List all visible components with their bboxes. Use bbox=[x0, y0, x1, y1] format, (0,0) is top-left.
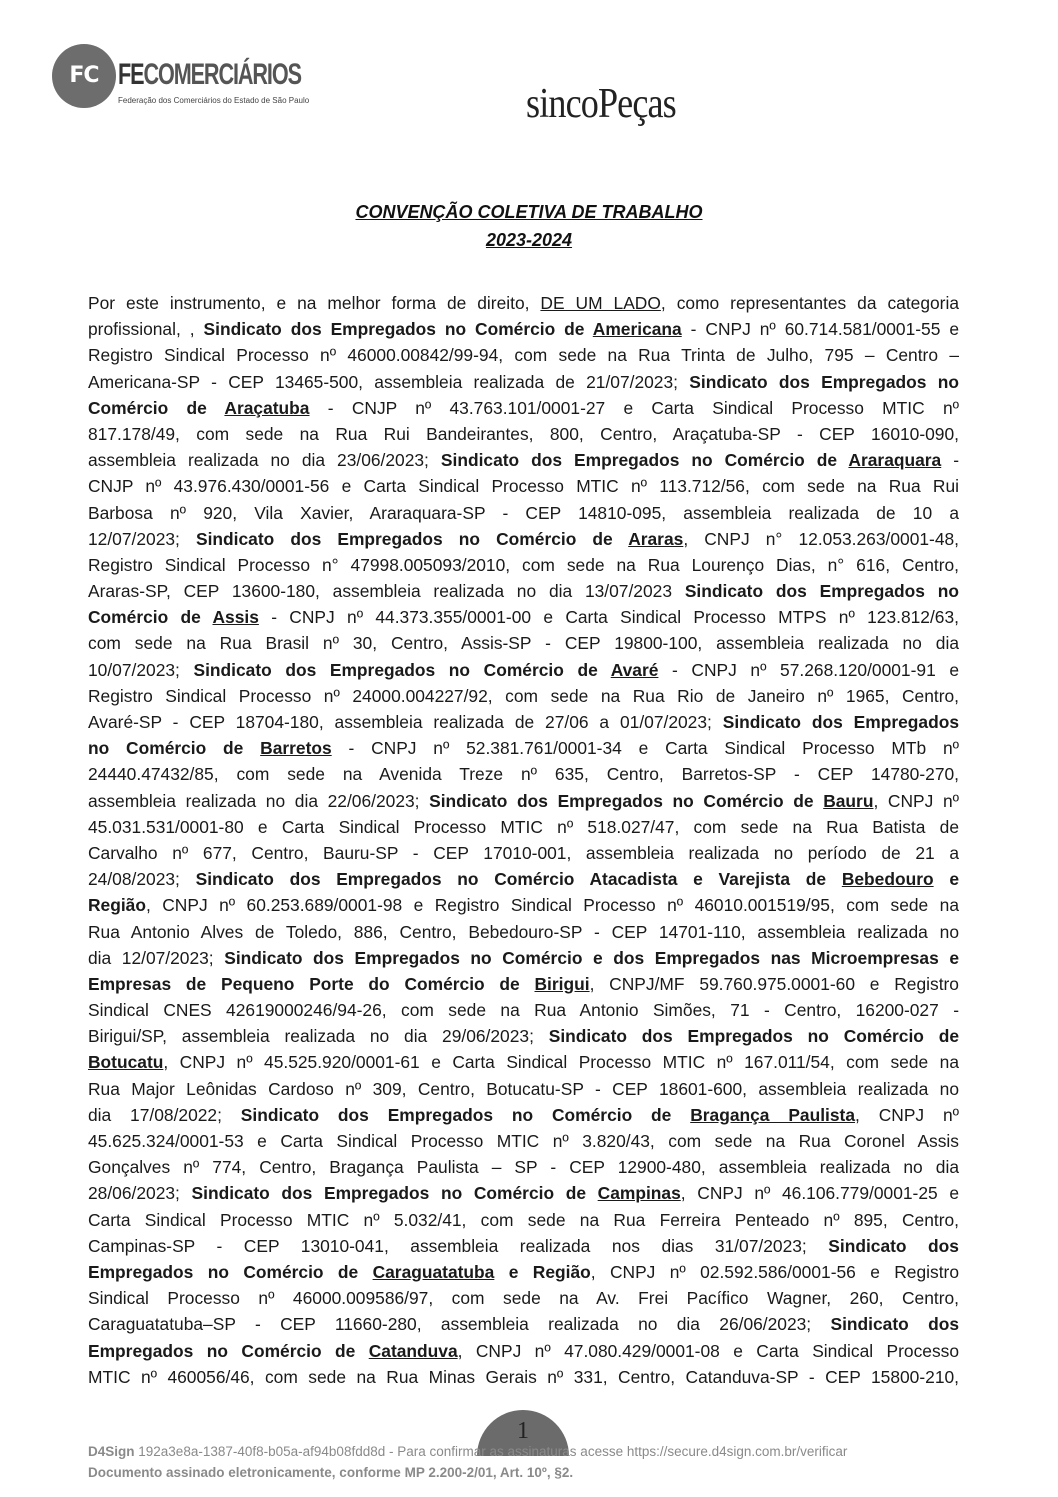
body-line bbox=[88, 421, 959, 447]
body-line bbox=[88, 866, 959, 892]
body-line bbox=[88, 971, 959, 997]
text-run: Araras bbox=[628, 528, 684, 549]
text-run: , CNPJ nº 46.106.779/0001-25 e bbox=[680, 1183, 959, 1204]
text-run: Sindicato dos Empregados no bbox=[689, 371, 959, 392]
text-run: com sede na Rua Brasil nº 30, Centro, Assis-SP - CEP 19800-100, assembleia realizada no dia bbox=[88, 633, 959, 654]
text-run: Sindicato dos Empregados no Comércio de bbox=[548, 1026, 959, 1047]
body-line bbox=[88, 735, 959, 761]
d4sign-verification-text: 192a3e8a-1387-40f8-b05a-af94b08fdd8d - Para confirmar as assinaturas acesse https://secure.d4sign.com.br/verificar bbox=[134, 1444, 848, 1459]
text-run: Carta Sindical Processo MTIC nº 5.032/41, com sede na Rua Ferreira Penteado nº 895, Centro, bbox=[88, 1209, 959, 1230]
text-run: 28/06/2023; bbox=[88, 1183, 192, 1204]
body-line bbox=[88, 997, 959, 1023]
text-run: Gonçalves nº 774, Centro, Bragança Paulista – SP - CEP 12900-480, assembleia realizada no dia bbox=[88, 1157, 959, 1178]
document-title: CONVENÇÃO COLETIVA DE TRABALHO bbox=[355, 202, 703, 222]
text-run: , CNPJ n° 12.053.263/0001-48, bbox=[683, 528, 959, 549]
text-run: Região bbox=[88, 895, 146, 916]
text-run: , CNPJ nº bbox=[873, 790, 959, 811]
body-line bbox=[88, 1338, 959, 1364]
text-run: Catanduva bbox=[368, 1340, 458, 1361]
text-run: Sindicato dos Empregados no Comércio e dos Empregados nas Microempresas e bbox=[224, 947, 959, 968]
electronic-signature-note: Documento assinado eletronicamente, conforme MP 2.200-2/01, Art. 10º, §2. bbox=[88, 1465, 574, 1480]
body-line bbox=[88, 1233, 959, 1259]
text-run: Sindical Processo nº 46000.009586/97, com sede na Av. Frei Pacífico Wagner, 260, Centro, bbox=[88, 1288, 959, 1309]
text-run: Comércio de bbox=[88, 397, 225, 418]
body-line bbox=[88, 1364, 959, 1390]
fecomerciarios-wordmark: FECOMERCIÁRIOS bbox=[118, 58, 301, 91]
body-line bbox=[88, 683, 959, 709]
fc-emblem-text: FC bbox=[69, 63, 99, 88]
text-run: 817.178/49, com sede na Rua Rui Bandeirantes, 800, Centro, Araçatuba-SP - CEP 16010-090, bbox=[88, 423, 959, 444]
body-line bbox=[88, 1207, 959, 1233]
text-run: Sindicato dos Empregados no Comércio de bbox=[203, 319, 593, 340]
page-number: 1 bbox=[517, 1418, 529, 1444]
sincopecas-logo bbox=[526, 78, 706, 130]
body-line bbox=[88, 552, 959, 578]
text-run: Araraquara bbox=[848, 450, 942, 471]
text-run: Registro Sindical Processo nº 46000.00842/99-94, com sede na Rua Trinta de Julho, 795 – Centro – bbox=[88, 345, 959, 366]
text-run: Campinas-SP - CEP 13010-041, assembleia realizada nos dias 31/07/2023; bbox=[88, 1235, 829, 1256]
text-run: - CNPJ nº 52.381.761/0001-34 e Carta Sindical Processo MTb nº bbox=[331, 738, 959, 759]
body-line bbox=[88, 892, 959, 918]
text-run: no Comércio de bbox=[88, 738, 261, 759]
text-run: 45.031.531/0001-80 e Carta Sindical Processo MTIC nº 518.027/47, com sede na Rua Batista de bbox=[88, 816, 959, 837]
text-run: Carvalho nº 677, Centro, Bauru-SP - CEP 17010-001, assembleia realizada no período de 21 a bbox=[88, 842, 959, 863]
text-run: 12/07/2023; bbox=[88, 528, 196, 549]
text-run: Rua Antonio Alves de Toledo, 886, Centro, Bebedouro-SP - CEP 14701-110, assembleia realizada no bbox=[88, 921, 959, 942]
text-run: Sindicato dos Empregados no Comércio de bbox=[191, 1183, 598, 1204]
text-run: Barretos bbox=[260, 738, 332, 759]
fecomerciarios-subtitle: Federação dos Comerciários do Estado de São Paulo bbox=[118, 96, 310, 105]
text-run: 24/08/2023; bbox=[88, 869, 196, 890]
body-line bbox=[88, 369, 959, 395]
text-run: Sindicato dos Empregados bbox=[722, 712, 959, 732]
body-line bbox=[88, 945, 959, 971]
text-run: Empresas de Pequeno Porte do Comércio de bbox=[88, 973, 535, 994]
body-line bbox=[88, 473, 959, 499]
text-run: , CNPJ nº 47.080.429/0001-08 e Carta Sindical Processo bbox=[457, 1340, 959, 1361]
text-run: Americana-SP - CEP 13465-500, assembleia realizada de 21/07/2023; bbox=[88, 371, 690, 392]
body-line bbox=[88, 526, 959, 552]
body-line bbox=[88, 1259, 959, 1285]
text-run: Por este instrumento, e na melhor forma de direito, bbox=[88, 293, 541, 313]
body-line bbox=[88, 447, 959, 473]
text-run: Caraguatatuba bbox=[372, 1261, 495, 1282]
text-run: e Região bbox=[494, 1261, 591, 1282]
body-line bbox=[88, 709, 959, 735]
text-run: Birigui/SP, assembleia realizada no dia 29/06/2023; bbox=[88, 1026, 549, 1047]
text-run: Empregados no Comércio de bbox=[88, 1261, 373, 1282]
body-line bbox=[88, 630, 959, 656]
text-run: 10/07/2023; bbox=[88, 659, 194, 680]
body-line bbox=[88, 290, 959, 316]
text-run: Sindical CNES 42619000246/94-26, com sede na Rua Antonio Simões, 71 - Centro, 16200-027 - bbox=[88, 1000, 959, 1021]
text-run: Araçatuba bbox=[224, 397, 310, 418]
text-run: Avaré-SP - CEP 18704-180, assembleia realizada de 27/06 a 01/07/2023; bbox=[88, 712, 723, 732]
d4sign-label: D4Sign bbox=[88, 1444, 135, 1459]
text-run: Sindicato dos bbox=[828, 1235, 959, 1256]
text-run: dia 17/08/2022; bbox=[88, 1104, 241, 1125]
document-period: 2023-2024 bbox=[485, 230, 573, 250]
text-run: assembleia realizada no dia 22/06/2023; bbox=[88, 790, 430, 811]
text-run: profissional, , bbox=[88, 319, 204, 340]
text-run: , como representantes da categoria bbox=[660, 293, 959, 313]
body-line bbox=[88, 1023, 959, 1049]
body-line bbox=[88, 1180, 959, 1206]
text-run: Sindicato dos Empregados no Comércio Atacadista e Varejista de bbox=[195, 869, 842, 890]
text-run: , CNPJ nº 60.253.689/0001-98 e Registro Sindical Processo nº 46010.001519/95, com sede na bbox=[145, 895, 959, 916]
text-run: , CNPJ nº 02.592.586/0001-56 e Registro bbox=[590, 1261, 959, 1282]
body-line bbox=[88, 1285, 959, 1311]
text-run: Araras-SP, CEP 13600-180, assembleia realizada no dia 13/07/2023 bbox=[88, 581, 685, 602]
text-run: 45.625.324/0001-53 e Carta Sindical Processo MTIC nº 3.820/43, com sede na Rua Coronel Assis bbox=[88, 1131, 959, 1151]
text-run: Bauru bbox=[823, 790, 874, 811]
text-run: Assis bbox=[212, 607, 259, 628]
body-line bbox=[88, 1102, 959, 1128]
text-run: Sindicato dos Empregados no Comércio de bbox=[440, 450, 849, 471]
text-run: Sindicato dos bbox=[830, 1314, 959, 1335]
text-run: Bebedouro bbox=[841, 869, 934, 890]
text-run: DE UM LADO bbox=[540, 293, 661, 313]
text-run: Sindicato dos Empregados no Comércio de bbox=[193, 659, 611, 680]
text-run: Sindicato dos Empregados no Comércio de bbox=[429, 790, 824, 811]
text-run: Americana bbox=[592, 319, 682, 340]
text-run: , CNPJ/MF 59.760.975.0001-60 e Registro bbox=[589, 973, 959, 994]
body-line bbox=[88, 1128, 959, 1154]
text-run: , CNPJ nº bbox=[855, 1104, 959, 1125]
signature-verification-line bbox=[88, 1444, 847, 1459]
text-run: Campinas bbox=[597, 1183, 681, 1204]
body-line bbox=[88, 1076, 959, 1102]
body-line bbox=[88, 316, 959, 342]
text-run: Registro Sindical Processo n° 47998.005093/2010, com sede na Rua Lourenço Dias, n° 616, Centro, bbox=[88, 554, 959, 575]
text-run: Birigui bbox=[534, 973, 590, 994]
text-run: - bbox=[941, 450, 959, 471]
text-run: Sindicato dos Empregados no Comércio de bbox=[240, 1104, 691, 1125]
text-run: - CNPJ nº 57.268.120/0001-91 e bbox=[658, 659, 959, 680]
text-run: Rua Major Leônidas Cardoso nº 309, Centro, Botucatu-SP - CEP 18601-600, assembleia realizada no bbox=[88, 1078, 959, 1099]
body-line bbox=[88, 761, 959, 787]
text-run: Botucatu bbox=[88, 1052, 164, 1073]
text-run: Sindicato dos Empregados no bbox=[684, 581, 959, 602]
text-run: e bbox=[933, 869, 959, 890]
body-line bbox=[88, 919, 959, 945]
sincopecas-wordmark: sincoPeças bbox=[526, 81, 676, 127]
body-line bbox=[88, 814, 959, 840]
body-line bbox=[88, 604, 959, 630]
body-line bbox=[88, 395, 959, 421]
text-run: Avaré bbox=[610, 659, 659, 680]
text-run: Registro Sindical Processo nº 24000.004227/92, com sede na Rua Rio de Janeiro nº 1965, Centro, bbox=[88, 685, 959, 706]
body-line bbox=[88, 1049, 959, 1075]
text-run: Barbosa nº 920, Vila Xavier, Araraquara-SP - CEP 14810-095, assembleia realizada de 10 a bbox=[88, 502, 959, 523]
text-run: , CNPJ nº 45.525.920/0001-61 e Carta Sindical Processo MTIC nº 167.011/54, com sede na bbox=[163, 1052, 959, 1073]
text-run: MTIC nº 460056/46, com sede na Rua Minas Gerais nº 331, Centro, Catanduva-SP - CEP 15800-210, bbox=[88, 1366, 959, 1387]
fecomerciarios-logo bbox=[48, 40, 310, 120]
body-line bbox=[88, 1154, 959, 1180]
text-run: Comércio de bbox=[88, 607, 213, 628]
text-run: Empregados no Comércio de bbox=[88, 1340, 369, 1361]
text-run: Caraguatatuba–SP - CEP 11660-280, assembleia realizada no dia 26/06/2023; bbox=[88, 1314, 831, 1335]
text-run: Sindicato dos Empregados no Comércio de bbox=[195, 528, 629, 549]
text-run: - CNPJ nº 60.714.581/0001-55 e bbox=[681, 319, 959, 340]
text-run: CNJP nº 43.976.430/0001-56 e Carta Sindical Processo MTIC nº 113.712/56, com sede na Rua Rui bbox=[88, 476, 959, 497]
body-line bbox=[88, 500, 959, 526]
body-line bbox=[88, 578, 959, 604]
text-run: dia 12/07/2023; bbox=[88, 947, 225, 968]
text-run: assembleia realizada no dia 23/06/2023; bbox=[88, 450, 441, 471]
body-line bbox=[88, 840, 959, 866]
document-body bbox=[88, 290, 959, 1390]
text-run: Bragança Paulista bbox=[690, 1104, 856, 1125]
body-line bbox=[88, 1311, 959, 1337]
text-run: - CNPJ nº 44.373.355/0001-00 e Carta Sindical Processo MTPS nº 123.812/63, bbox=[258, 607, 959, 628]
text-run: - CNJP nº 43.763.101/0001-27 e Carta Sindical Processo MTIC nº bbox=[309, 397, 959, 418]
text-run: 24440.47432/85, com sede na Avenida Treze nº 635, Centro, Barretos-SP - CEP 14780-270, bbox=[88, 764, 959, 785]
body-line bbox=[88, 788, 959, 814]
body-line bbox=[88, 657, 959, 683]
body-line bbox=[88, 342, 959, 368]
